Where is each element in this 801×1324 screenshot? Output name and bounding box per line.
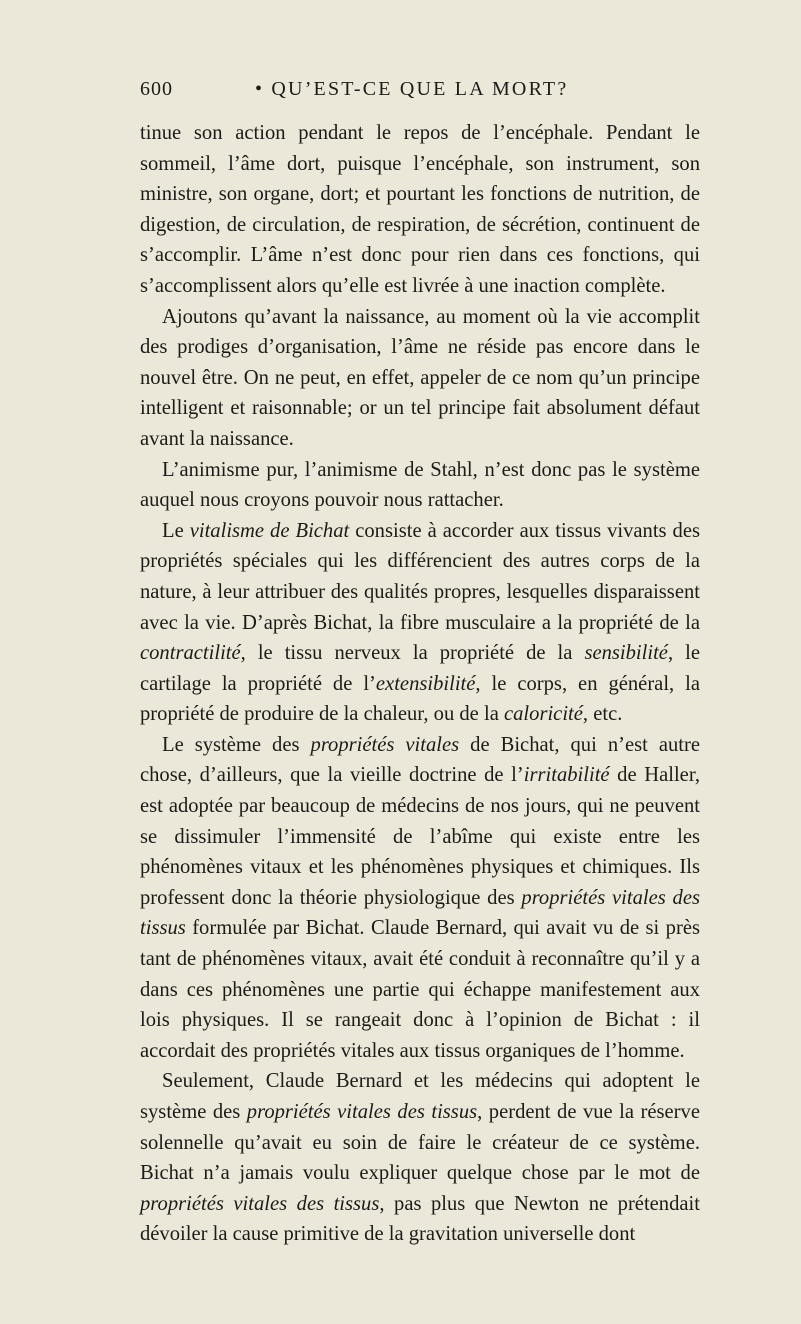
page-number: 600 xyxy=(140,78,173,100)
text-run: de Bichat, qui n’est autre chose, d’ailleurs, que la vieille doctrine de l’ xyxy=(140,733,700,787)
italic-term: propriétés vitales xyxy=(310,733,460,756)
italic-term: caloricité xyxy=(503,703,583,726)
text-run: , le corps, en général, la propriété de produire de la chaleur, ou de la xyxy=(140,672,700,726)
text-run: Ajoutons qu’avant la naissance, au moment où la vie accomplit des prodiges d’organisation, l’âme ne réside pas encore dans le nouvel être. On ne peut, en effet, appeler de ce nom qu’un principe intelligent et raisonnable; or un tel principe fait absolument défaut avant la naissance. xyxy=(140,305,700,450)
italic-term: sensibilité xyxy=(584,642,668,665)
text-run: , le cartilage la propriété de l’ xyxy=(140,642,700,695)
text-run: consiste à accorder aux tissus vivants des propriétés spéciales qui les différencient des autres corps de la nature, à leur attribuer des qualités propres, lesquelles disparaissent avec la vie. D’après Bichat, la fibre musculaire a la propriété de la xyxy=(140,519,701,634)
italic-term: vitalisme de Bichat xyxy=(189,519,350,542)
text-run: , le tissu nerveux la propriété de la xyxy=(240,642,585,665)
text-run: , perdent de vue la réserve solennelle qu’avait eu soin de faire le créateur de ce système. Bichat n’a jamais voulu expliquer quelque chose par le mot de xyxy=(140,1101,700,1185)
italic-term: propriétés vitales des tissus xyxy=(140,1192,380,1215)
paragraph-4 xyxy=(140,516,700,730)
italic-term: extensibilité xyxy=(375,672,476,695)
text-run: Le xyxy=(162,519,190,542)
page-header xyxy=(140,78,700,104)
text-run: , etc. xyxy=(582,703,623,726)
italic-term: irritabilité xyxy=(523,764,610,787)
body-text xyxy=(140,118,700,1250)
text-run: , pas plus que Newton ne prétendait dévoiler la cause primitive de la gravitation universelle dont xyxy=(140,1192,700,1246)
text-run: formulée par Bichat. Claude Bernard, qui avait vu de si près tant de phénomènes vitaux, avait été conduit à reconnaître qu’il y a dans ces phénomènes une partie qui échappe manifestement aux lois physiques. Il se rangeait donc à l’opinion de Bichat : il accordait des propriétés vitales aux tissus organiques de l’homme. xyxy=(140,917,700,1062)
italic-term: contractilité xyxy=(140,642,241,665)
text-run: tinue son action pendant le repos de l’encéphale. Pendant le sommeil, l’âme dort, puisque l’encéphale, son instrument, son ministre, son organe, dort; et pourtant les fonctions de nutrition, de digestion, de circulation, de respiration, de sécrétion, continuent de s’accomplir. L’âme n’est donc pour rien dans ces fonctions, qui s’accomplissent alors qu’elle est livrée à une inaction complète. xyxy=(140,122,700,297)
text-run: Seulement, Claude Bernard et les médecins qui adoptent le système des xyxy=(140,1070,700,1123)
paragraph-2 xyxy=(140,302,700,455)
text-run: Le système des xyxy=(162,733,311,756)
paragraph-6 xyxy=(140,1066,700,1250)
paragraph-5 xyxy=(140,730,700,1067)
running-title: • QU’EST-CE QUE LA MORT? xyxy=(255,78,569,100)
paragraph-1 xyxy=(140,118,700,302)
paragraph-3 xyxy=(140,455,700,516)
italic-term: propriétés vitales des tissus xyxy=(246,1101,478,1123)
text-run: L’animisme pur, l’animisme de Stahl, n’est donc pas le système auquel nous croyons pouvoir nous rattacher. xyxy=(140,458,700,512)
text-run: de Haller, est adoptée par beaucoup de médecins de nos jours, qui ne peuvent se dissimuler l’immensité de l’abîme qui existe entre les phénomènes vitaux et les phénomènes physiques et chimiques. Ils professent donc la théorie physiologique des xyxy=(140,764,701,909)
italic-term: propriétés vitales des tissus xyxy=(140,886,701,940)
